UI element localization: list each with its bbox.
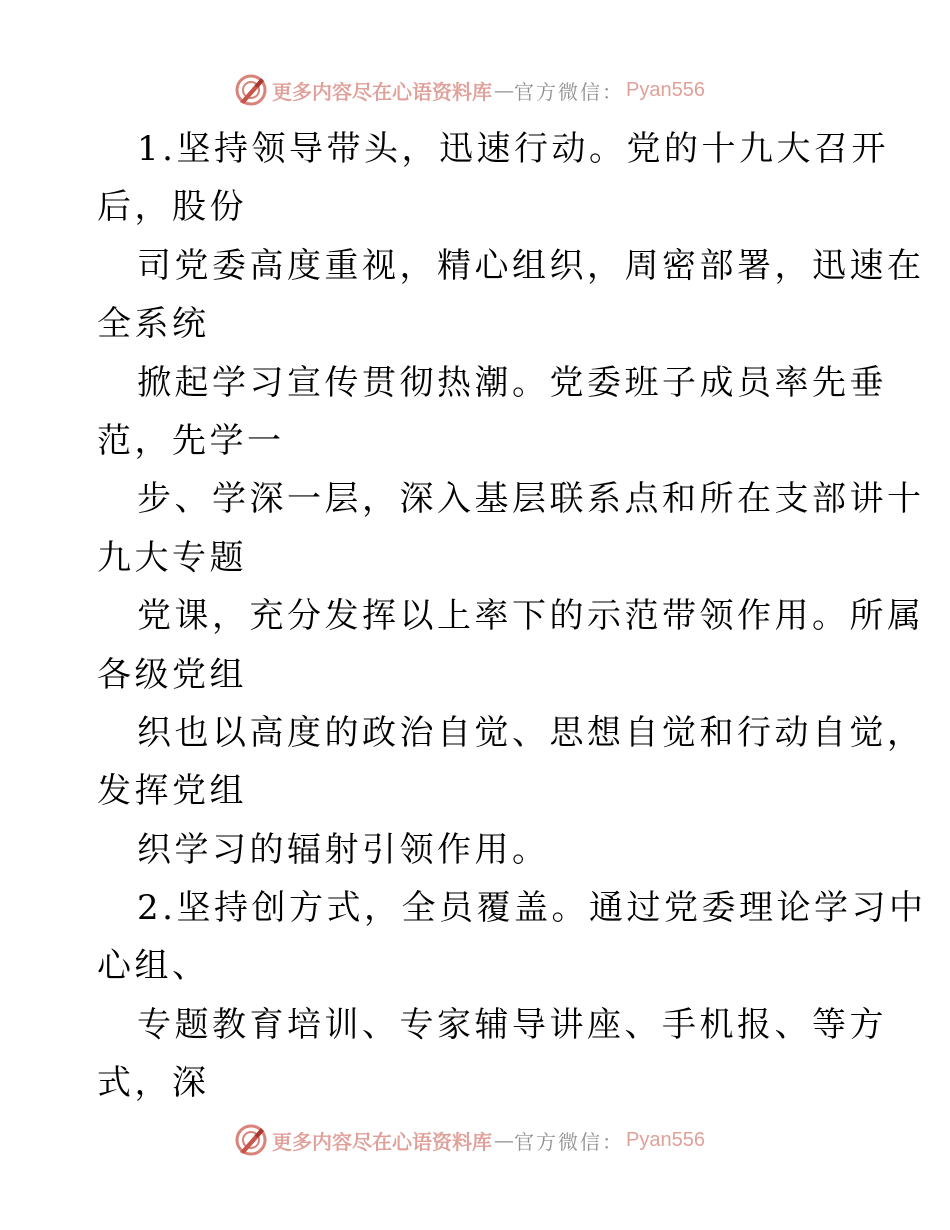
text-line: 2.坚持创方式，全员覆盖。通过党委理论学习中 bbox=[137, 888, 927, 929]
pen-logo-icon bbox=[234, 1123, 268, 1157]
text-line: 发挥党组 bbox=[97, 771, 247, 812]
text-line: 1.坚持领导带头，迅速行动。党的十九大召开 bbox=[137, 129, 889, 169]
text-line: 司党委高度重视，精心组织，周密部署，迅速在 bbox=[137, 245, 925, 286]
text-line: 专题教育培训、专家辅导讲座、手机报、等方 bbox=[137, 1004, 887, 1045]
watermark-contact-label: 官方微信： bbox=[514, 1129, 624, 1154]
watermark-brand-text: 更多内容尽在心语资料库 bbox=[272, 1129, 492, 1154]
header-watermark bbox=[234, 72, 705, 108]
text-line: 织学习的辐射引领作用。 bbox=[137, 829, 550, 870]
watermark-contact-label: 官方微信： bbox=[514, 79, 624, 104]
text-line: 九大专题 bbox=[97, 537, 247, 578]
watermark-dash: — bbox=[494, 78, 514, 102]
text-line: 全系统 bbox=[97, 304, 210, 345]
text-line: 织也以高度的政治自觉、思想自觉和行动自觉， bbox=[137, 712, 925, 753]
footer-watermark bbox=[234, 1122, 705, 1158]
text-line: 后，股份 bbox=[97, 187, 247, 228]
text-line: 式，深 bbox=[97, 1063, 210, 1104]
document-body bbox=[97, 120, 927, 1113]
text-line: 党课，充分发挥以上率下的示范带领作用。所属 bbox=[137, 596, 925, 637]
watermark-contact-id: Pyan556 bbox=[626, 1128, 705, 1151]
watermark-contact-id: Pyan556 bbox=[626, 78, 705, 101]
text-line: 各级党组 bbox=[97, 654, 247, 695]
watermark-dash: — bbox=[494, 1128, 514, 1152]
text-line: 心组、 bbox=[97, 946, 210, 987]
pen-logo-icon bbox=[234, 73, 268, 107]
text-line: 掀起学习宣传贯彻热潮。党委班子成员率先垂 bbox=[137, 362, 887, 403]
text-line: 步、学深一层，深入基层联系点和所在支部讲十 bbox=[137, 479, 925, 520]
text-line: 范，先学一 bbox=[97, 420, 285, 461]
watermark-brand-text: 更多内容尽在心语资料库 bbox=[272, 79, 492, 104]
